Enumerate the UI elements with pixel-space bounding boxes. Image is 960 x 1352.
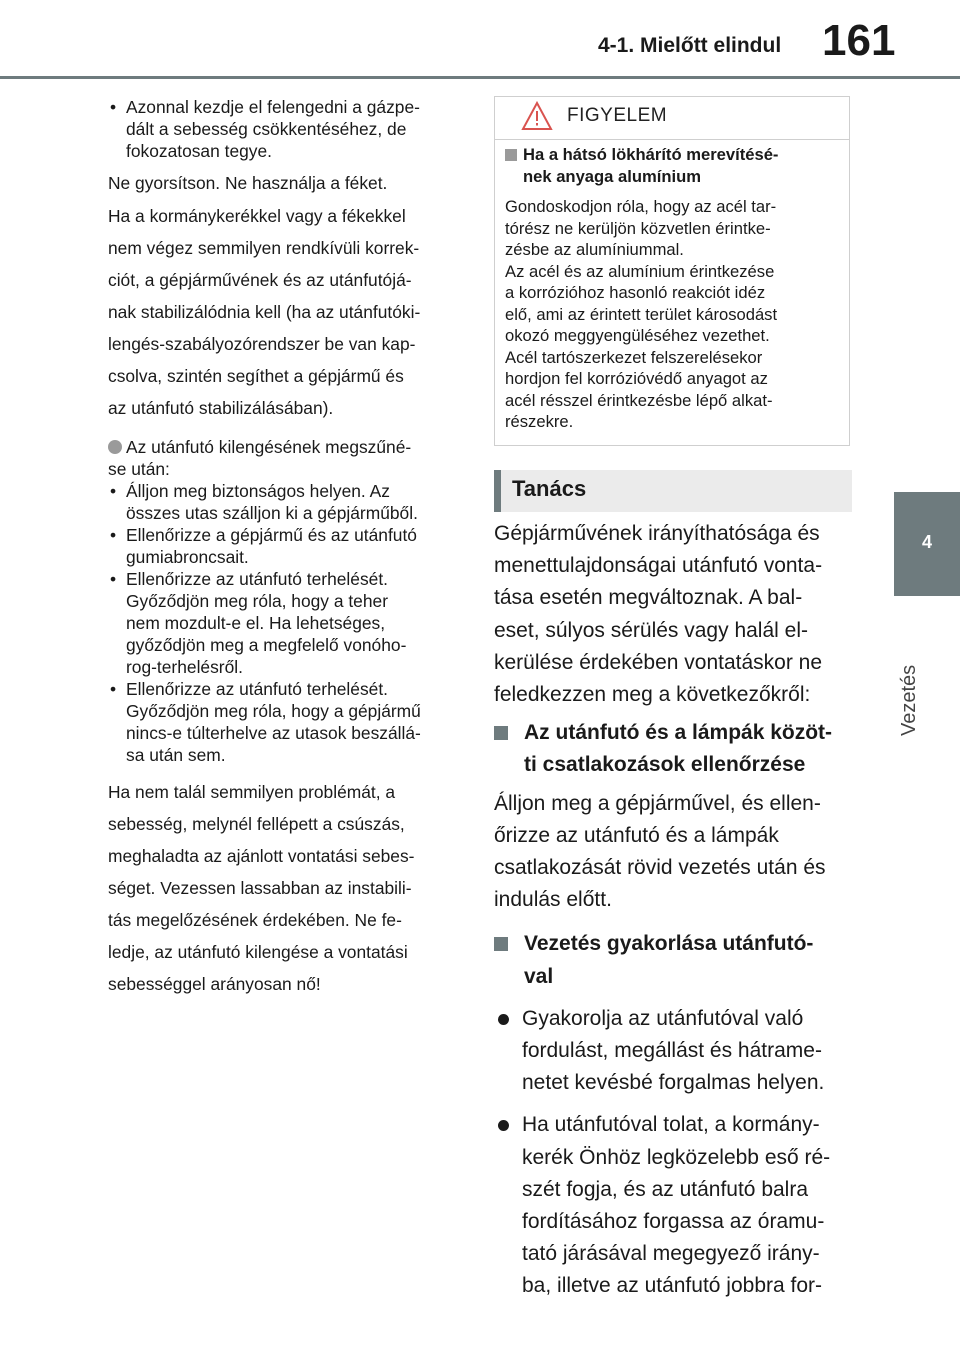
warning-line: a korrózióhoz hasonló reakciót idéz bbox=[505, 283, 766, 302]
warning-line: zésbe az alumíniummal. bbox=[505, 240, 684, 259]
after-sway-line-1 bbox=[108, 436, 466, 458]
warning-line: okozó meggyengüléséhez vezethet. bbox=[505, 326, 770, 345]
bullet-dot: • bbox=[110, 525, 117, 545]
heading-practice bbox=[494, 928, 856, 992]
list-item bbox=[108, 678, 466, 766]
item-line: Ha utánfutóval tolat, a kormány- bbox=[522, 1113, 820, 1137]
para-line: Álljon meg a gépjárművel, és ellen- bbox=[494, 791, 821, 815]
bullet-dot-icon bbox=[498, 1120, 509, 1131]
list-line: Ellenőrizze az utánfutó terhelését. bbox=[126, 679, 388, 699]
warning-line: hordjon fel korrózióvédő anyagot az bbox=[505, 369, 768, 388]
item-line: fordításához forgassa az óramu- bbox=[522, 1210, 825, 1234]
heading-line: Az utánfutó és a lámpák közöt- bbox=[524, 721, 833, 745]
tip-title: Tanács bbox=[512, 476, 587, 501]
para-line: őrizze az utánfutó és a lámpák bbox=[494, 823, 779, 847]
no-problem-paragraph bbox=[108, 776, 466, 1000]
chapter-label: Vezetés bbox=[898, 664, 920, 736]
page-number: 161 bbox=[822, 16, 896, 65]
warning-line: tórész ne kerüljön közvetlen érintke- bbox=[505, 218, 771, 238]
item-line: Gyakorolja az utánfutóval való bbox=[522, 1006, 804, 1030]
warning-line: acél résszel érintkezésbe lépő alkat- bbox=[505, 390, 773, 410]
after-sway-heading bbox=[108, 436, 466, 480]
para-line: sebesség, melynél fellépett a csúszás, bbox=[108, 814, 405, 834]
no-accel-line: Ne gyorsítson. Ne használja a féket. bbox=[108, 173, 388, 193]
item-line: tató járásával megegyező irány- bbox=[522, 1242, 820, 1266]
list-line: gumiabroncsait. bbox=[126, 547, 249, 567]
para-line: séget. Vezessen lassabban az instabili- bbox=[108, 878, 412, 898]
header-rule bbox=[0, 76, 960, 79]
list-line: Ellenőrizze a gépjármű és az utánfutó bbox=[126, 525, 417, 545]
bullet-line: fokozatosan tegye. bbox=[126, 141, 272, 161]
bullet-dot-icon bbox=[498, 1014, 509, 1025]
after-sway-line-2: se után: bbox=[108, 459, 170, 479]
bullet-line: Azonnal kezdje el felengedni a gázpe- bbox=[126, 97, 420, 117]
tip-banner bbox=[494, 470, 852, 512]
after-sway-text: Az utánfutó kilengésének megszűné- bbox=[126, 437, 412, 457]
stabilize-paragraph bbox=[108, 200, 466, 424]
item-line: fordulást, megállást és hátrame- bbox=[522, 1039, 822, 1063]
list-line: nincs-e túlterhelve az utasok beszállá- bbox=[126, 723, 421, 743]
item-line: szét fogja, és az utánfutó balra bbox=[522, 1177, 809, 1201]
intro-line: kerülése érdekében vontatáskor ne bbox=[494, 650, 823, 674]
warning-line: Az acél és az alumínium érintkezése bbox=[505, 261, 775, 281]
warning-line: elő, ami az érintett terület károsodást bbox=[505, 304, 778, 324]
check-list bbox=[108, 480, 466, 766]
para-line: nak stabilizálódnia kell (ha az utánfutóki- bbox=[108, 302, 421, 322]
para-line: az utánfutó stabilizálásában). bbox=[108, 398, 334, 418]
tip-accent-bar bbox=[494, 470, 501, 512]
square-bullet-icon bbox=[494, 937, 508, 951]
bullet-dot: • bbox=[110, 679, 117, 699]
intro-line: feledkezzen meg a következőkről: bbox=[494, 683, 811, 707]
list-item bbox=[108, 524, 466, 568]
warning-box bbox=[494, 96, 850, 446]
list-line: Álljon meg biztonságos helyen. Az bbox=[126, 481, 390, 501]
list-item bbox=[108, 480, 466, 524]
right-column bbox=[494, 518, 856, 1303]
item-line: kerék Önhöz legközelebb eső ré- bbox=[522, 1145, 831, 1169]
subheading-line: Ha a hátsó lökhárító merevítésé- bbox=[523, 145, 779, 164]
square-bullet-icon bbox=[494, 726, 508, 740]
list-line: rog-terhelésről. bbox=[126, 657, 243, 677]
list-line: győződjön meg a megfelelő vonóho- bbox=[126, 635, 407, 655]
para-line: nem végez semmilyen rendkívüli korrek- bbox=[108, 238, 420, 258]
para-line: csolva, szintén segíthet a gépjármű és bbox=[108, 366, 404, 386]
practice-item-1 bbox=[494, 1003, 856, 1100]
heading-line: val bbox=[524, 964, 554, 988]
bullet-dot: • bbox=[110, 97, 117, 117]
list-item bbox=[108, 568, 466, 678]
para-line: Ha a kormánykerékkel vagy a fékekkel bbox=[108, 206, 406, 226]
warning-line: Gondoskodjon róla, hogy az acél tar- bbox=[505, 197, 777, 216]
list-line: sa után sem. bbox=[126, 745, 226, 765]
warning-body bbox=[495, 140, 849, 433]
left-column bbox=[108, 96, 466, 1000]
connections-paragraph bbox=[494, 788, 856, 917]
practice-item-2 bbox=[494, 1109, 856, 1302]
para-line: lengés-szabályozórendszer be van kap- bbox=[108, 334, 416, 354]
para-line: sebességgel arányosan nő! bbox=[108, 974, 321, 994]
chapter-tab bbox=[894, 492, 960, 596]
warning-triangle-icon bbox=[521, 101, 553, 136]
bullet-dot: • bbox=[110, 569, 117, 589]
warning-line: Acél tartószerkezet felszerelésekor bbox=[505, 347, 763, 367]
subheading-line: nek anyaga alumínium bbox=[523, 166, 701, 186]
warning-header bbox=[495, 97, 849, 140]
heading-connections bbox=[494, 717, 856, 781]
bullet-dot: • bbox=[110, 481, 117, 501]
heading-line: Vezetés gyakorlása utánfutó- bbox=[524, 932, 814, 956]
item-line: netet kevésbé forgalmas helyen. bbox=[522, 1071, 825, 1095]
bullet-ease-off bbox=[108, 96, 466, 162]
intro-line: eset, súlyos sérülés vagy halál el- bbox=[494, 618, 808, 642]
intro-line: Gépjárművének irányíthatósága és bbox=[494, 522, 820, 545]
list-line: Győződjön meg róla, hogy a gépjármű bbox=[126, 701, 421, 721]
list-line: Ellenőrizze az utánfutó terhelését. bbox=[126, 569, 388, 589]
chapter-number: 4 bbox=[921, 532, 932, 552]
para-line: meghaladta az ajánlott vontatási sebes- bbox=[108, 846, 415, 866]
list-line: Győződjön meg róla, hogy a teher bbox=[126, 591, 388, 611]
section-title: 4-1. Mielőtt elindul bbox=[598, 34, 782, 57]
list-line: összes utas szálljon ki a gépjárműből. bbox=[126, 503, 418, 523]
heading-line: ti csatlakozások ellenőrzése bbox=[524, 753, 806, 777]
square-bullet-icon bbox=[505, 149, 517, 161]
warning-title: FIGYELEM bbox=[567, 105, 668, 126]
warning-line: részekre. bbox=[505, 412, 574, 431]
list-line: nem mozdult-e el. Ha lehetséges, bbox=[126, 613, 386, 633]
warning-subheading bbox=[505, 144, 839, 187]
intro-line: menettulajdonságai utánfutó vonta- bbox=[494, 554, 823, 578]
para-line: tás megelőzésének érdekében. Ne fe- bbox=[108, 910, 402, 930]
para-line: indulás előtt. bbox=[494, 888, 612, 912]
para-line: ledje, az utánfutó kilengése a vontatási bbox=[108, 942, 408, 962]
bullet-line: dált a sebesség csökkentéséhez, de bbox=[126, 119, 407, 139]
tip-intro bbox=[494, 518, 856, 711]
intro-line: tása esetén megváltoznak. A bal- bbox=[494, 586, 803, 610]
para-line: ciót, a gépjárművének és az utánfutójá- bbox=[108, 270, 412, 290]
para-line: csatlakozását rövid vezetés után és bbox=[494, 856, 826, 880]
warning-text bbox=[505, 196, 839, 433]
circle-bullet-icon bbox=[108, 440, 122, 454]
item-line: ba, illetve az utánfutó jobbra for- bbox=[522, 1274, 823, 1298]
para-line: Ha nem talál semmilyen problémát, a bbox=[108, 782, 396, 802]
